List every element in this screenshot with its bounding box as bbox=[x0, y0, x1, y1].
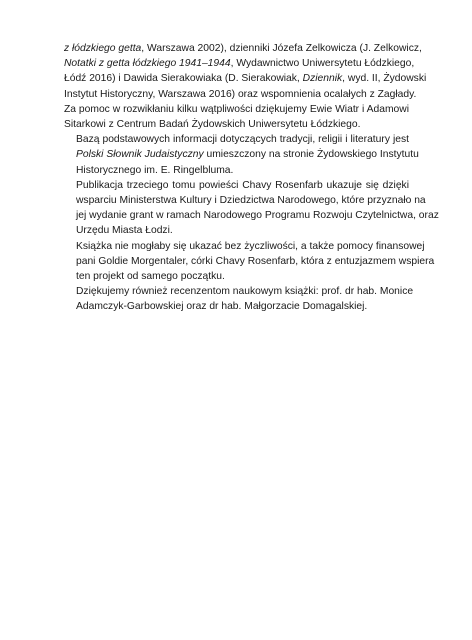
text-run: Historycznego im. E. Ringelbluma. bbox=[76, 164, 234, 176]
text-line bbox=[64, 239, 425, 254]
body-text bbox=[64, 41, 439, 315]
paragraph bbox=[64, 178, 439, 239]
italic-title: Dziennik bbox=[302, 73, 343, 85]
text-run: Książka nie mogłaby się ukazać bez życzliwości, a także pomocy finansowej bbox=[76, 240, 425, 252]
text-line bbox=[64, 223, 409, 238]
text-line bbox=[64, 254, 435, 269]
text-line bbox=[64, 71, 427, 86]
text-run: Za pomoc w rozwikłaniu kilku wątpliwości dziękujemy Ewie Wiatr i Adamowi bbox=[64, 103, 409, 115]
text-run: Dziękujemy również recenzentom naukowym książki: prof. dr hab. Monice bbox=[76, 286, 414, 298]
text-line bbox=[64, 56, 415, 71]
text-run: ten projekt od samego początku. bbox=[76, 271, 225, 283]
text-line bbox=[64, 163, 409, 178]
text-run: jej wydanie grant w ramach Narodowego Programu Rozwoju Czytelnictwa, oraz bbox=[76, 210, 439, 222]
paragraph bbox=[64, 41, 427, 132]
text-run: Instytut Historyczny, Warszawa 2016) oraz wspomnienia ocalałych z Zagłady. bbox=[64, 88, 417, 100]
italic-title: Notatki z getta łódzkiego 1941–1944 bbox=[64, 58, 231, 70]
text-run: umieszczony na stronie Żydowskiego Instytutu bbox=[203, 149, 419, 161]
text-line bbox=[64, 299, 409, 314]
text-run: , Wydawnictwo Uniwersytetu Łódzkiego, bbox=[230, 58, 415, 70]
paragraph bbox=[64, 132, 419, 178]
text-line bbox=[64, 284, 414, 299]
text-line bbox=[64, 193, 426, 208]
text-run: Urzędu Miasta Łodzi. bbox=[76, 225, 173, 237]
text-line bbox=[64, 147, 419, 162]
text-run: Bazą podstawowych informacji dotyczących tradycji, religii i literatury jest bbox=[76, 134, 409, 146]
text-line bbox=[64, 102, 409, 117]
text-run: Sitarkowi z Centrum Badań Żydowskich Uniwersytetu Łódzkiego. bbox=[64, 119, 361, 131]
text-line bbox=[64, 87, 417, 102]
text-run: , Warszawa 2002), dzienniki Józefa Zelkowicza (J. Zelkowicz, bbox=[141, 43, 422, 54]
paragraph bbox=[64, 239, 435, 285]
text-run: Adamczyk-Garbowskiej oraz dr hab. Małgorzacie Domagalskiej. bbox=[76, 301, 368, 313]
text-line bbox=[64, 208, 439, 223]
text-line bbox=[64, 178, 409, 193]
paragraph bbox=[64, 284, 414, 314]
italic-title: Polski Słownik Judaistyczny bbox=[76, 149, 204, 161]
text-line bbox=[64, 41, 422, 56]
text-run: wsparciu Ministerstwa Kultury i Dziedzictwa Narodowego, które przyznało na bbox=[76, 195, 426, 207]
text-line bbox=[64, 132, 409, 147]
text-run: Łódź 2016) i Dawida Sierakowiaka (D. Sierakowiak, bbox=[64, 73, 303, 85]
text-run: Publikacja trzeciego tomu powieści Chavy Rosenfarb ukazuje się dzięki bbox=[76, 179, 409, 191]
italic-title: z łódzkiego getta bbox=[64, 43, 142, 54]
text-line bbox=[64, 269, 409, 284]
text-run: , wyd. II, Żydowski bbox=[342, 73, 427, 85]
text-line bbox=[64, 117, 409, 132]
text-run: pani Goldie Morgentaler, córki Chavy Rosenfarb, która z entuzjazmem wspiera bbox=[76, 255, 435, 267]
